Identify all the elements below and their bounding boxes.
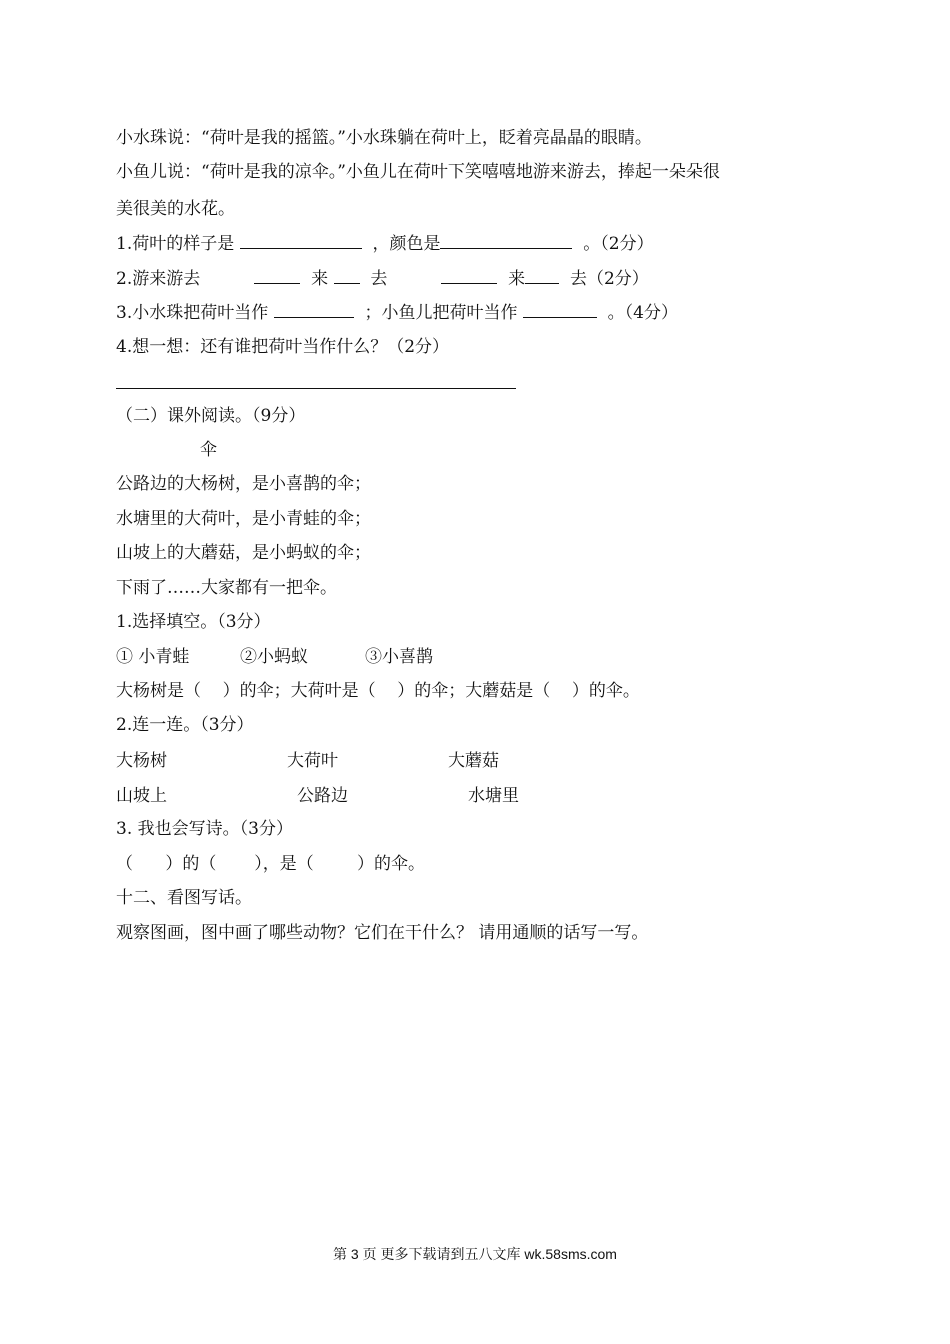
poem-title: 伞: [200, 440, 217, 460]
section-12-heading: 十二、看图写话。: [116, 888, 252, 908]
answer-blank[interactable]: [334, 266, 360, 284]
answer-blank[interactable]: [441, 266, 497, 284]
choice-option: ① 小青蛙: [116, 647, 190, 667]
question-s2-3: 3. 我也会写诗。（3分）: [116, 819, 293, 839]
question-3: 3.小水珠把荷叶当作 ；小鱼儿把荷叶当作 。（4分）: [116, 300, 678, 325]
poem-line: 下雨了……大家都有一把伞。: [116, 578, 337, 598]
answer-blank[interactable]: [274, 300, 354, 318]
answer-blank[interactable]: [240, 231, 362, 249]
section-2-heading: （二）课外阅读。（9分）: [116, 406, 306, 426]
question-1: 1.荷叶的样子是 ，颜色是 。（2分）: [116, 231, 654, 256]
poem-line: 山坡上的大蘑菇，是小蚂蚁的伞；: [116, 543, 371, 563]
page-footer: 第 3 页 更多下载请到五八文库 wk.58sms.com: [333, 1246, 617, 1262]
poem-line: 公路边的大杨树，是小喜鹊的伞；: [116, 474, 371, 494]
answer-blank[interactable]: [523, 300, 597, 318]
answer-blank[interactable]: [525, 266, 559, 284]
question-s2-1: 1.选择填空。（3分）: [116, 612, 271, 632]
answer-line[interactable]: [116, 388, 516, 389]
choice-option: ②小蚂蚁: [240, 647, 308, 667]
match-item[interactable]: 大荷叶: [287, 751, 338, 771]
match-item[interactable]: 公路边: [297, 786, 348, 806]
question-s2-2: 2.连一连。（3分）: [116, 715, 254, 735]
choice-option: ③小喜鹊: [365, 647, 433, 667]
passage-line: 美很美的水花。: [116, 199, 235, 219]
question-2: 2.游来游去 来 去 来 去（2分）: [116, 266, 649, 291]
section-12-prompt: 观察图画，图中画了哪些动物？它们在干什么？ 请用通顺的话写一写。: [116, 923, 649, 943]
answer-blank[interactable]: [254, 266, 300, 284]
answer-blank[interactable]: [440, 231, 572, 249]
poem-writing-sentence: （ ）的（ ），是（ ）的伞。: [116, 854, 425, 874]
question-4: 4.想一想：还有谁把荷叶当作什么？（2分）: [116, 337, 450, 357]
passage-line: 小鱼儿说：“荷叶是我的凉伞。”小鱼儿在荷叶下笑嘻嘻地游来游去，捧起一朵朵很: [116, 162, 720, 182]
passage-line: 小水珠说：“荷叶是我的摇篮。”小水珠躺在荷叶上，眨着亮晶晶的眼睛。: [116, 128, 652, 148]
match-item[interactable]: 大杨树: [116, 751, 167, 771]
poem-line: 水塘里的大荷叶，是小青蛙的伞；: [116, 509, 371, 529]
fill-in-sentence: 大杨树是（ ）的伞；大荷叶是（ ）的伞；大蘑菇是（ ）的伞。: [116, 681, 640, 701]
match-item[interactable]: 水塘里: [468, 786, 519, 806]
match-item[interactable]: 大蘑菇: [448, 751, 499, 771]
match-item[interactable]: 山坡上: [116, 786, 167, 806]
